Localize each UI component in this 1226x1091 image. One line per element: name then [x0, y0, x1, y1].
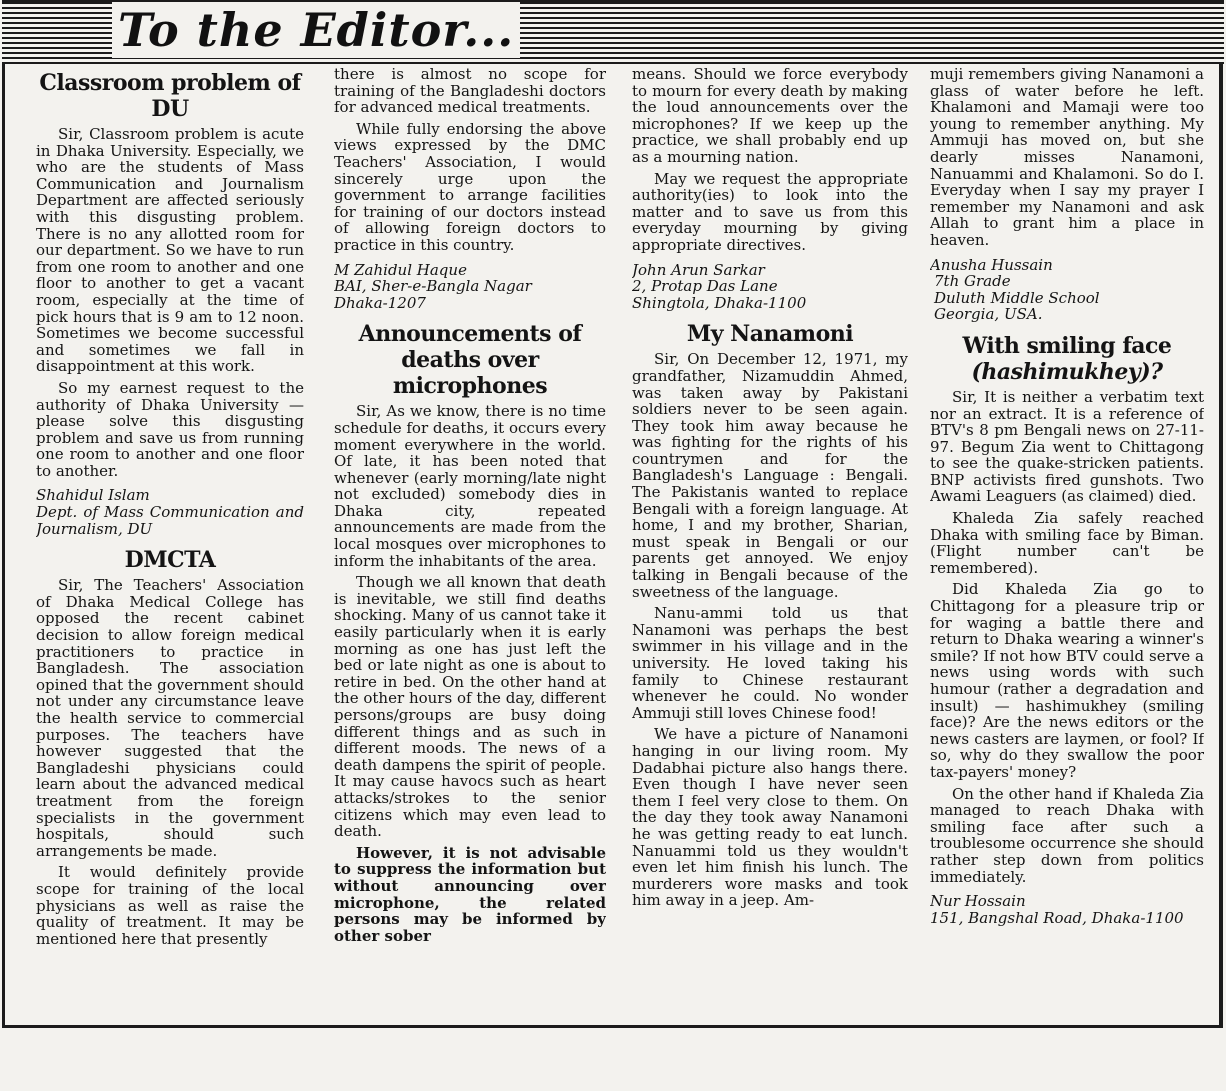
signature-classroom: [36, 487, 304, 537]
letter-dmcta-continued: [334, 66, 606, 311]
headline-dmcta: DMCTA: [124, 547, 216, 574]
letter-paragraph: Did Khaleda Zia go to Chittagong for a pleasure trip or for waging a battle there and return to Dhaka wearing a winner's smile? If not how BTV could serve a news using words with such humour (rather a degradation and insult) — hashimukhey (smiling face)? Are the news editors or the news casters are laymen, or fool? If so, why do they swallow the poor tax-payers' money?: [930, 580, 1204, 781]
letter-announcements: [334, 321, 606, 944]
letter-paragraph: It would definitely provide scope for training of the local physicians as well as raise the quality of treatment. It may be mentioned here that presently: [36, 863, 304, 948]
letter-paragraph: Khaleda Zia safely reached Dhaka with smiling face by Biman. (Flight number can't be remembered).: [930, 509, 1204, 577]
signature-address: Dhaka-1207: [334, 293, 426, 312]
headline-smiling-main: With smiling face: [962, 332, 1172, 359]
signature-announcements: [632, 262, 908, 312]
letter-paragraph: Sir, The Teachers' Association of Dhaka Medical College has opposed the recent cabinet decision to allow foreign medical practitioners to practice in Bangladesh. The association opined that the government should not under any circumstance leave the health service to commercial purposes. The teachers have however suggested that the Bangladeshi physicians could learn about the advanced medical treatment from the foreign specialists in the government hospitals, should such arrangements be made.: [36, 576, 304, 860]
signature-name: Nur Hossain: [930, 892, 1026, 911]
signature-address: Shingtola, Dhaka-1100: [632, 293, 807, 312]
headline-smiling-face: [930, 333, 1204, 385]
signature-name: M Zahidul Haque: [334, 260, 467, 279]
column-2: [334, 66, 606, 1026]
signature-address: BAI, Sher-e-Bangla Nagar: [334, 277, 532, 296]
letter-paragraph: muji remembers giving Nanamoni a glass of water before he left. Khalamoni and Mamaji were too young to remember anything. My Ammuji has moved on, but she dearly misses Nanamoni, Nanuammi and Khalamoni. So do I. Everyday when I say my prayer I remember my Nanamoni and ask Allah to grant him a place in heaven.: [930, 66, 1204, 249]
right-border-rule: [1219, 62, 1223, 1028]
signature-smiling-face: [930, 893, 1204, 926]
column-3: [632, 66, 908, 1026]
letter-paragraph: Sir, On December 12, 1971, my grandfather, Nizamuddin Ahmed, was taken away by Pakistani soldiers never to be seen again. They took him away because he was fighting for the rights of his countrymen and for the Bangladesh's Language : Bengali. The Pakistanis wanted to replace Bengali with a foreign language. At home, I and my brother, Sharian, must speak in Bengali or our parents get annoyed. We enjoy talking in Bengali because of the sweetness of the language.: [632, 350, 908, 601]
column-4: [930, 66, 1204, 1026]
signature-name: John Arun Sarkar: [632, 260, 765, 279]
column-1: [36, 66, 304, 1026]
letter-announcements-continued: [632, 66, 908, 311]
letter-paragraph: However, it is not advisable to suppress the information but without announcing over microphone, the related persons may be informed by other sober: [334, 843, 606, 945]
letter-paragraph: Sir, Classroom problem is acute in Dhaka University. Especially, we who are the students of Mass Communication and Journalism Department are affected seriously with this disgusting problem. There is no any allotted room for our department. So we have to run from one room to another and one floor to another to get a vacant room, especially at the time of pick hours that is 9 am to 12 noon. Sometimes we become successful and sometimes we fall in disappointment at this work.: [36, 125, 304, 376]
letter-nanamoni-continued: [930, 66, 1204, 323]
letter-paragraph: Though we all known that death is inevitable, we still find deaths shocking. Many of us cannot take it easily particularly when it is early morning as one has just left the bed or late night as one is about to retire in bed. On the other hand at the other hours of the day, different persons/groups are busy doing different things and as such in different moods. The news of a death dampens the spirit of people. It may cause havocs such as heart attacks/strokes to the senior citizens which may even lead to death.: [334, 573, 606, 841]
signature-dmcta: [334, 262, 606, 312]
signature-address: 7th Grade: [934, 272, 1011, 291]
letter-paragraph: means. Should we force everybody to mourn for every death by making the loud announcements over the microphones? If we keep up the practice, we shall probably end up as a mourning nation.: [632, 66, 908, 166]
signature-address: 151, Bangshal Road, Dhaka-1100: [930, 908, 1184, 927]
signature-address: 2, Protap Das Lane: [632, 277, 778, 296]
letter-paragraph: May we request the appropriate authority(ies) to look into the matter and to save us from this everyday mourning by giving appropriate directives.: [632, 169, 908, 254]
signature-name: Anusha Hussain: [930, 255, 1053, 274]
letter-classroom: [36, 70, 304, 537]
signature-address: Georgia, USA.: [934, 305, 1043, 324]
left-border-rule: [2, 62, 5, 1028]
signature-nanamoni: [930, 257, 1204, 323]
headline-nanamoni: My Nanamoni: [686, 321, 854, 348]
letter-paragraph: So my earnest request to the authority of Dhaka University — please solve this disgusting problem and save us from running one room to another and one floor to another.: [36, 378, 304, 480]
letter-smiling-face: [930, 333, 1204, 926]
letter-paragraph: While fully endorsing the above views expressed by the DMC Teachers' Association, I would sincerely urge upon the government to arrange facilities for training of our doctors instead of allowing foreign doctors to practice in this country.: [334, 119, 606, 254]
letter-paragraph: We have a picture of Nanamoni hanging in our living room. My Dadabhai picture also hangs there. Even though I have never seen them I feel very close to them. On the day they took away Nanamoni he was getting ready to eat lunch. Nanuammi told us they wouldn't even let him finish his lunch. The murderers wore masks and took him away in a jeep. Am-: [632, 725, 908, 910]
letter-paragraph: there is almost no scope for training of the Bangladeshi doctors for advanced medical treatments.: [334, 66, 606, 117]
letter-nanamoni: [632, 321, 908, 909]
letter-paragraph: On the other hand if Khaleda Zia managed to reach Dhaka with smiling face after such a troublesome occurrence she should rather step down from politics immediately.: [930, 784, 1204, 886]
letter-paragraph: Nanu-ammi told us that Nanamoni was perhaps the best swimmer in his village and in the university. He loved taking his family to Chinese restaurant whenever he could. No wonder Ammuji still loves Chinese food!: [632, 604, 908, 722]
letter-paragraph: Sir, It is neither a verbatim text nor an extract. It is a reference of BTV's 8 pm Bengali news on 27-11-97. Begum Zia went to Chittagong to see the quake-stricken patients. BNP activists fired gunshots. Two Awami Leaguers (as claimed) died.: [930, 387, 1204, 506]
headline-classroom: Classroom problem of DU: [39, 70, 301, 122]
signature-address: Dept. of Mass Communication and Journalism, DU: [36, 503, 304, 538]
letter-dmcta: [36, 547, 304, 947]
signature-address: Duluth Middle School: [934, 288, 1100, 307]
section-title: To the Editor...: [112, 2, 520, 58]
signature-name: Shahidul Islam: [36, 486, 150, 505]
letter-paragraph: Sir, As we know, there is no time schedule for deaths, it occurs every moment everywhere in the world. Of late, it has been noted that whenever (early morning/late night not excluded) somebody dies in Dhaka city, repeated announcements are made from the local mosques over microphones to inform the inhabitants of the area.: [334, 402, 606, 570]
headline-announcements: Announcements of deaths over microphones: [358, 321, 582, 400]
headline-smiling-italic: (hashimukhey)?: [971, 358, 1163, 385]
